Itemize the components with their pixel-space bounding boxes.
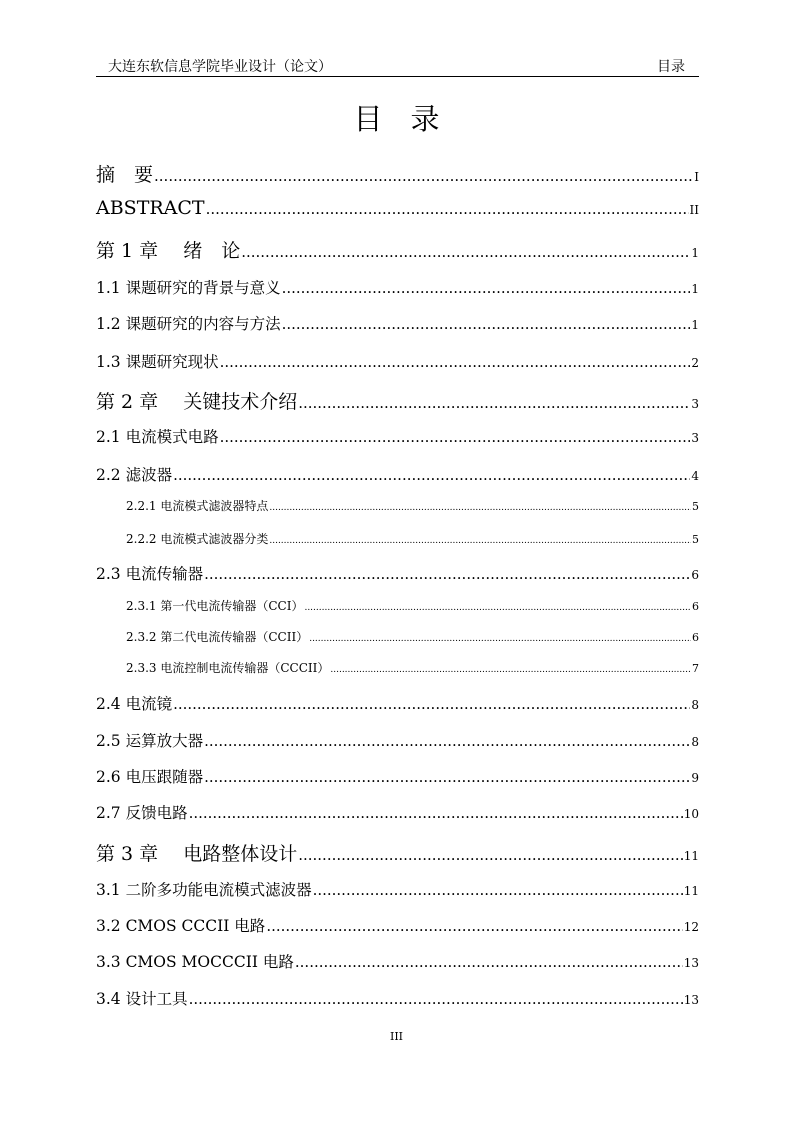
toc-entry-label: 2.3.1 第一代电流传输器（CCI）	[126, 599, 304, 613]
toc-leader-dots	[295, 953, 683, 971]
toc-entry[interactable]	[126, 530, 699, 547]
toc-leader-dots	[173, 695, 690, 713]
toc-entry-label: ABSTRACT	[96, 197, 205, 219]
page-number: III	[389, 1030, 404, 1043]
toc-entry-label: 2.3.3 电流控制电流传输器（CCCII）	[126, 661, 330, 675]
toc-entry-page: 3	[691, 431, 699, 445]
header-right-text: 目录	[657, 59, 685, 75]
toc-leader-dots	[204, 565, 690, 583]
toc-entry-page: 7	[692, 662, 699, 675]
toc-entry-label: 2.7 反馈电路	[96, 804, 188, 822]
toc-title: 目录	[353, 102, 468, 136]
toc-entry[interactable]	[126, 628, 699, 645]
toc-entry-page: 6	[691, 568, 699, 582]
toc-leader-dots	[204, 732, 690, 750]
toc-entry-page: II	[689, 203, 699, 217]
toc-leader-dots	[204, 768, 690, 786]
toc-entry-page: 1	[691, 318, 699, 332]
toc-entry[interactable]	[96, 312, 699, 334]
toc-entry-page: 13	[683, 956, 699, 970]
toc-entry-label: 2.3.2 第二代电流传输器（CCII）	[126, 630, 309, 644]
toc-entry-page: I	[694, 170, 699, 184]
toc-entry-page: 5	[692, 533, 699, 546]
toc-leader-dots	[206, 200, 689, 218]
toc-entry-page: 11	[683, 849, 699, 863]
toc-entry[interactable]	[96, 387, 699, 414]
toc-entry-label: 第 2 章 关键技术介绍	[96, 391, 298, 413]
toc-leader-dots	[189, 990, 683, 1008]
toc-entry[interactable]	[96, 276, 699, 298]
toc-entry-page: 13	[683, 993, 699, 1007]
toc-entry-label: 3.2 CMOS CCCII 电路	[96, 917, 266, 935]
toc-entry-label: 2.2.1 电流模式滤波器特点	[126, 499, 269, 513]
toc-entry-page: 2	[691, 356, 699, 370]
toc-entry-label: 第 3 章 电路整体设计	[96, 843, 298, 865]
toc-entry-label: 1.3 课题研究现状	[96, 353, 219, 371]
toc-leader-dots	[154, 167, 693, 185]
toc-entry[interactable]	[126, 659, 699, 676]
toc-entry-page: 6	[692, 631, 699, 644]
toc-leader-dots	[282, 279, 691, 297]
toc-entry-label: 3.3 CMOS MOCCCII 电路	[96, 953, 294, 971]
toc-entry-label: 2.2 滤波器	[96, 466, 173, 484]
toc-entry[interactable]	[96, 562, 699, 584]
toc-entry-label: 3.4 设计工具	[96, 990, 188, 1008]
toc-entry-label: 1.1 课题研究的背景与意义	[96, 279, 281, 297]
toc-entry-page: 8	[691, 735, 699, 749]
toc-leader-dots	[298, 846, 683, 864]
toc-entry[interactable]	[96, 839, 699, 866]
toc-entry-label: 2.1 电流模式电路	[96, 428, 219, 446]
toc-leader-dots	[266, 917, 682, 935]
toc-entry[interactable]	[96, 765, 699, 787]
toc-entry-page: 6	[692, 600, 699, 613]
toc-entry[interactable]	[96, 236, 699, 263]
toc-entry[interactable]	[96, 801, 699, 823]
page-header	[96, 56, 699, 77]
toc-entry[interactable]	[96, 987, 699, 1009]
toc-entry[interactable]	[96, 950, 699, 972]
toc-entry-page: 3	[691, 397, 699, 411]
toc-entry-label: 2.4 电流镜	[96, 695, 173, 713]
toc-entry-label: 2.6 电压跟随器	[96, 768, 204, 786]
toc-leader-dots	[330, 665, 691, 675]
toc-entry[interactable]	[126, 497, 699, 514]
toc-entry-label: 2.3 电流传输器	[96, 565, 204, 583]
toc-entry-label: 3.1 二阶多功能电流模式滤波器	[96, 881, 312, 899]
toc-entry-label: 1.2 课题研究的内容与方法	[96, 315, 281, 333]
toc-entry[interactable]	[96, 692, 699, 714]
toc-entry[interactable]	[96, 878, 699, 900]
toc-entry-page: 10	[683, 807, 699, 821]
toc-entry[interactable]	[96, 729, 699, 751]
toc-entry[interactable]	[96, 197, 699, 219]
toc-leader-dots	[173, 466, 690, 484]
toc-entry-page: 8	[691, 698, 699, 712]
toc-entry-page: 9	[691, 771, 699, 785]
toc-leader-dots	[220, 353, 691, 371]
toc-entry[interactable]	[96, 914, 699, 936]
toc-leader-dots	[269, 503, 691, 513]
toc-leader-dots	[309, 634, 691, 644]
toc-leader-dots	[282, 315, 691, 333]
toc-entry-label: 2.5 运算放大器	[96, 732, 204, 750]
toc-entry-label: 第 1 章 绪 论	[96, 240, 241, 262]
toc-leader-dots	[241, 243, 690, 261]
toc-entry[interactable]	[96, 160, 699, 187]
toc-entry[interactable]	[96, 350, 699, 372]
toc-entry-page: 1	[691, 246, 699, 260]
toc-leader-dots	[298, 394, 690, 412]
toc-entry-page: 11	[683, 884, 699, 898]
toc-entry-page: 12	[683, 920, 699, 934]
toc-entry-label: 2.2.2 电流模式滤波器分类	[126, 532, 269, 546]
toc-leader-dots	[313, 881, 683, 899]
toc-leader-dots	[269, 536, 691, 546]
toc-leader-dots	[189, 804, 683, 822]
toc-entry-label: 摘 要	[96, 164, 154, 186]
toc-entry-page: 4	[691, 469, 699, 483]
toc-entry[interactable]	[96, 425, 699, 447]
toc-entry-page: 5	[692, 500, 699, 513]
toc-leader-dots	[220, 428, 691, 446]
toc-entry[interactable]	[126, 597, 699, 614]
toc-leader-dots	[304, 603, 691, 613]
header-left-text: 大连东软信息学院毕业设计（论文）	[108, 59, 332, 75]
toc-entry[interactable]	[96, 463, 699, 485]
toc-entry-page: 1	[691, 282, 699, 296]
